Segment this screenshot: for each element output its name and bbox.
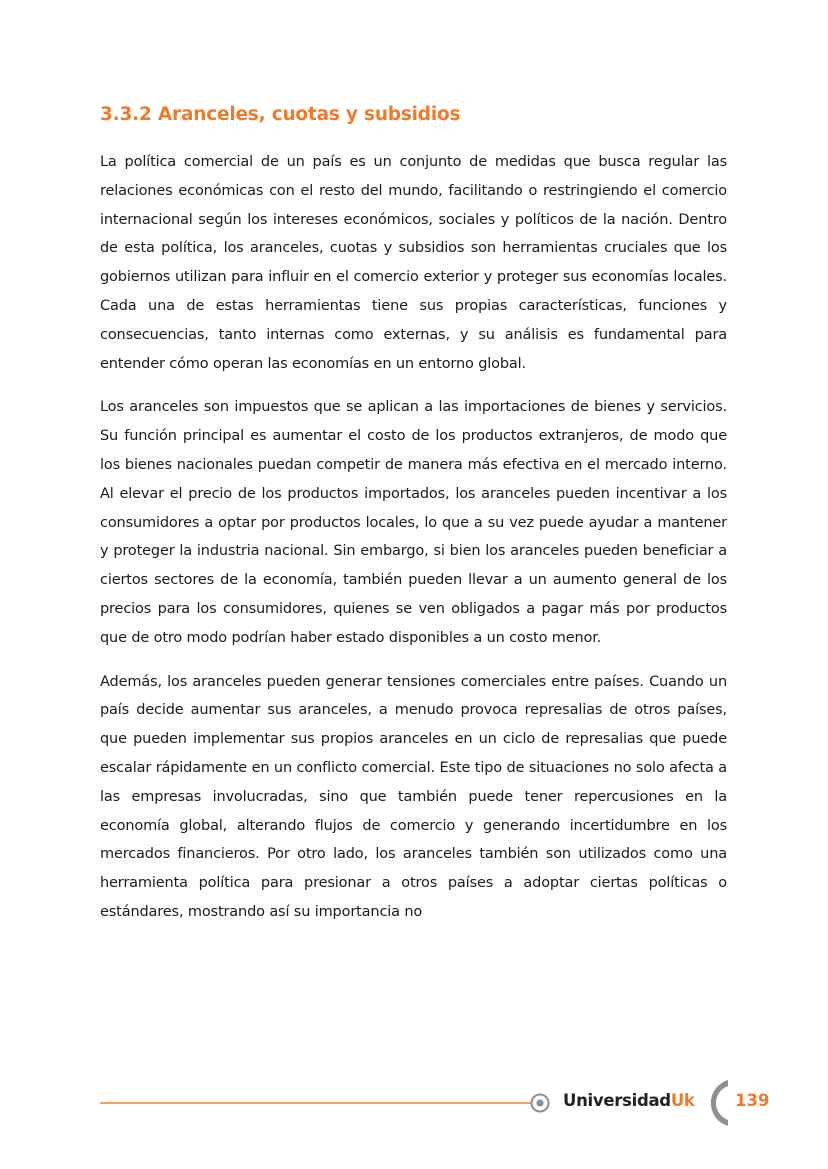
footer-rule: [100, 1102, 532, 1104]
paragraph-2: Los aranceles son impuestos que se aplican a las importaciones de bienes y servicios. Su función principal es aumentar el costo de los productos extranjeros, de modo que los bienes nacionales puedan competir de manera más efectiva en el mercado interno. Al elevar el precio de los productos importados, los aranceles pueden incentivar a los consumidores a optar por productos locales, lo que a su vez puede ayudar a mantener y proteger la industria nacional. Sin embargo, si bien los aranceles pueden beneficiar a ciertos sectores de la economía, también pueden llevar a un aumento general de los precios para los consumidores, quienes se ven obligados a pagar más por productos que de otro modo podrían haber estado disponibles a un costo menor.: [100, 399, 727, 646]
target-circle-icon: [530, 1093, 550, 1113]
paragraph-1: La política comercial de un país es un conjunto de medidas que busca regular las relaciones económicas con el resto del mundo, facilitando o restringiendo el comercio internacional según los intereses económicos, sociales y políticos de la nación. Dentro de esta política, los aranceles, cuotas y subsidios son herramientas cruciales que los gobiernos utilizan para influir en el comercio exterior y proteger sus economías locales. Cada una de estas herramientas tiene sus propias características, funciones y consecuencias, tanto internas como externas, y su análisis es fundamental para entender cómo operan las economías en un entorno global.: [100, 154, 727, 372]
body-text: [100, 148, 727, 942]
page-footer: [0, 1078, 828, 1128]
paragraph-3: Además, los aranceles pueden generar tensiones comerciales entre países. Cuando un país decide aumentar sus aranceles, a menudo provoca represalias de otros países, que pueden implementar sus propios aranceles en un ciclo de represalias que puede escalar rápidamente en un conflicto comercial. Este tipo de situaciones no solo afecta a las empresas involucradas, sino que también puede tener repercusiones en la economía global, alterando flujos de comercio y generando incertidumbre en los mercados financieros. Por otro lado, los aranceles también son utilizados como una herramienta política para presionar a otros países a adoptar ciertas políticas o estándares, mostrando así su importancia no: [100, 673, 727, 920]
bracket-arc-icon: [704, 1078, 734, 1128]
brand-name: Universidad: [563, 1091, 671, 1110]
page-number: 139: [735, 1091, 770, 1110]
section-heading: 3.3.2 Aranceles, cuotas y subsidios: [100, 104, 461, 125]
brand-logo: [563, 1091, 695, 1110]
brand-accent: Uk: [670, 1091, 695, 1110]
